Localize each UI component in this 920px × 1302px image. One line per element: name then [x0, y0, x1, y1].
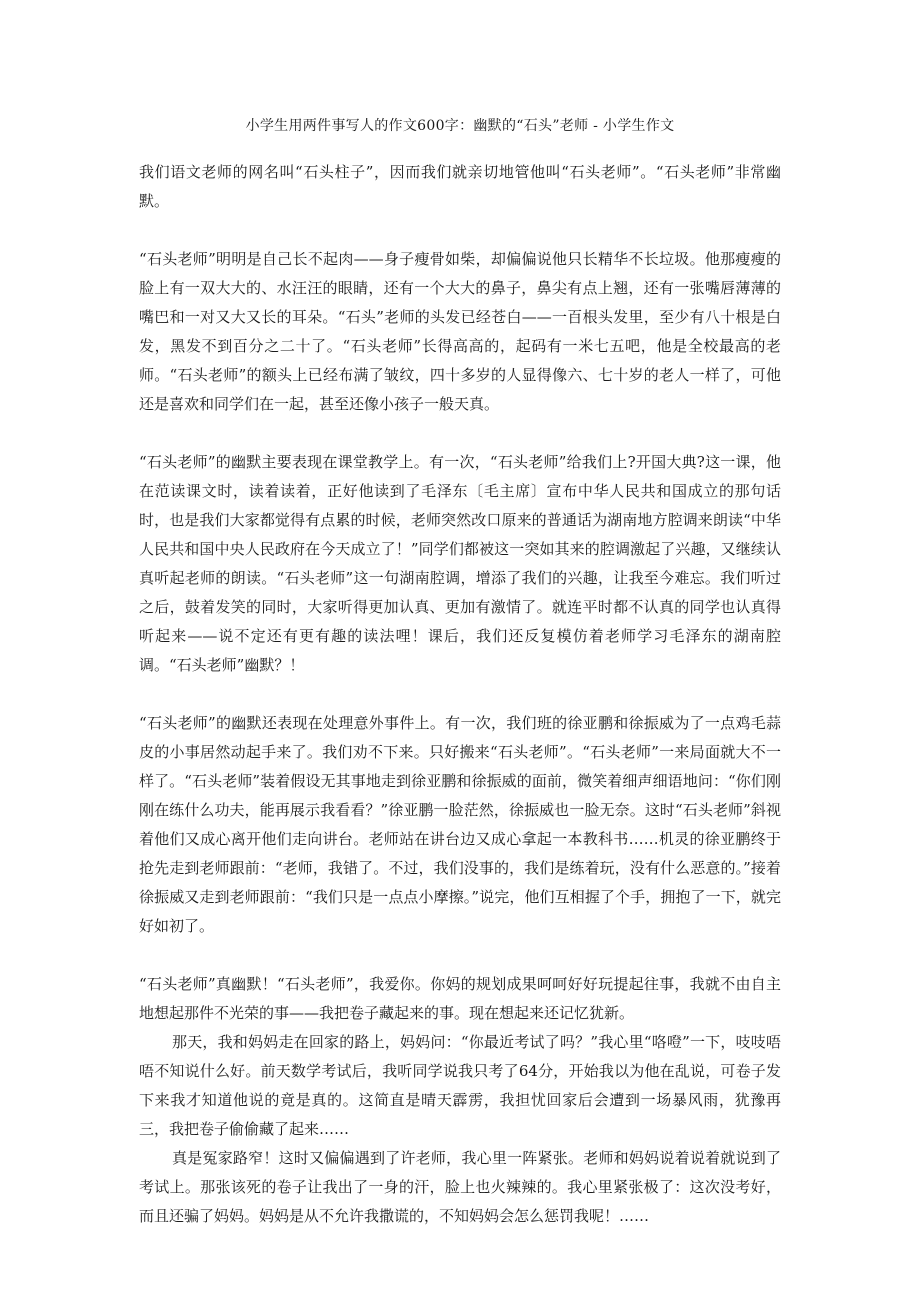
article-body	[139, 158, 781, 1231]
document-title: 小学生用两件事写人的作文600字：幽默的“石头”老师 - 小学生作文	[245, 118, 675, 134]
paragraph-intro: 我们语文老师的网名叫“石头柱子”，因而我们就亲切地管他叫“石头老师”。“石头老师”非常幽默。	[139, 163, 781, 210]
paragraph-classroom-humor: “石头老师”的幽默主要表现在课堂教学上。有一次，“石头老师”给我们上?开国大典?这一课，他在范读课文时，读着读着，正好他读到了毛泽东〔毛主席〕宣布中华人民共和国成立的那句话时，也是我们大家都觉得有点累的时候，老师突然改口原来的普通话为湖南地方腔调来朗读“中华人民共和国中央人民政府在今天成立了！”同学们都被这一突如其来的腔调激起了兴趣，又继续认真听起老师的朗读。“石头老师”这一句湖南腔调，增添了我们的兴趣，让我至今难忘。我们听过之后，鼓着发笑的同时，大家听得更加认真、更加有激情了。就连平时都不认真的同学也认真得听起来——说不定还有更有趣的读法哩！课后，我们还反复模仿着老师学习毛泽东的湖南腔调。“石头老师”幽默？！	[139, 453, 781, 674]
paragraph-appearance: “石头老师”明明是自己长不起肉——身子瘦骨如柴，却偏偏说他只长精华不长垃圾。他那瘦瘦的脸上有一双大大的、水汪汪的眼睛，还有一个大大的鼻子，鼻尖有点上翘，还有一张嘴唇薄薄的嘴巴和一对又大又长的耳朵。“石头”老师的头发已经苍白——一百根头发里，至少有八十根是白发，黑发不到百分之二十了。“石头老师”长得高高的，起码有一米七五吧，他是全校最高的老师。“石头老师”的额头上已经布满了皱纹，四十多岁的人显得像六、七十岁的老人一样了，可他还是喜欢和同学们在一起，甚至还像小孩子一般天真。	[139, 250, 781, 413]
paragraph-transition: “石头老师”真幽默！“石头老师”，我爱你。你妈的规划成果呵呵好好玩提起往事，我就不由自主地想起那件不光荣的事——我把卷子藏起来的事。现在想起来还记忆犹新。	[139, 975, 781, 1022]
paragraph-meet-teacher: 真是冤家路窄！这时又偏偏遇到了许老师，我心里一阵紧张。老师和妈妈说着说着就说到了考试上。那张该死的卷子让我出了一身的汗，脸上也火辣辣的。我心里紧张极了：这次没考好，而且还骗了妈妈。妈妈是从不允许我撒谎的，不知妈妈会怎么惩罚我呢！……	[139, 1149, 781, 1225]
paragraph-incident-humor: “石头老师”的幽默还表现在处理意外事件上。有一次，我们班的徐亚鹏和徐振威为了一点鸡毛蒜皮的小事居然动起手来了。我们劝不下来。只好搬来“石头老师”。“石头老师”一来局面就大不一样了。“石头老师”装着假设无其事地走到徐亚鹏和徐振威的面前，微笑着细声细语地问：“你们刚刚在练什么功夫，能再展示我看看？”徐亚鹏一脸茫然，徐振威也一脸无奈。这时“石头老师”斜视着他们又成心离开他们走向讲台。老师站在讲台边又成心拿起一本教科书……机灵的徐亚鹏终于抢先走到老师跟前：“老师，我错了。不过，我们没事的，我们是练着玩，没有什么恶意的。”接着徐振威又走到老师跟前：“我们只是一点点小摩擦。”说完，他们互相握了个手，拥抱了一下，就完好如初了。	[139, 714, 781, 935]
paragraph-walk-home: 那天，我和妈妈走在回家的路上，妈妈问：“你最近考试了吗？”我心里“咯噔”一下，吱吱唔唔不知说什么好。前天数学考试后，我听同学说我只考了64分，开始我以为他在乱说，可卷子发下来我才知道他说的竟是真的。这简直是晴天霹雳，我担忧回家后会遭到一场暴风雨，犹豫再三，我把卷子偷偷藏了起来……	[139, 1033, 781, 1138]
